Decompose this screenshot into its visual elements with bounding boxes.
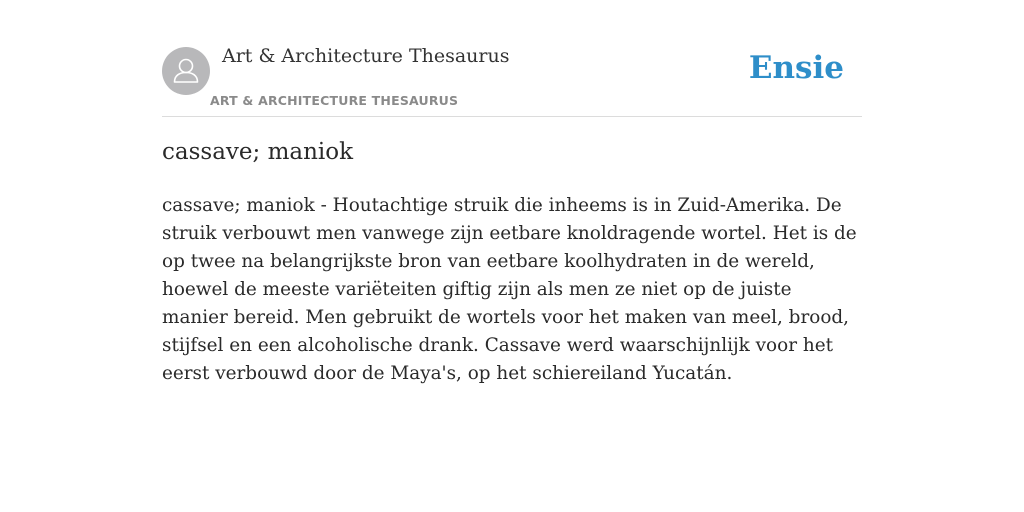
source-header bbox=[162, 40, 862, 117]
entry-term: cassave; maniok bbox=[162, 139, 354, 165]
ensie-logo[interactable]: Ensie bbox=[748, 50, 844, 86]
source-avatar[interactable] bbox=[162, 47, 210, 95]
entry-definition: cassave; maniok - Houtachtige struik die inheems is in Zuid-Amerika. De struik verbouwt men vanwege zijn eetbare knoldragende wortel. Het is de op twee na belangrijkste bron van eetbare koolhydraten in de wereld, hoewel de meeste variëteiten giftig zijn als men ze niet op de juiste manier bereid. Men gebruikt de wortels voor het maken van meel, brood, stijfsel en een alcoholische drank. Cassave werd waarschijnlijk voor het eerst verbouwd door de Maya's, op het schiereiland Yucatán. bbox=[162, 195, 857, 384]
source-title[interactable]: Art & Architecture Thesaurus bbox=[222, 45, 510, 67]
source-subtitle: ART & ARCHITECTURE THESAURUS bbox=[210, 93, 459, 108]
user-silhouette-icon bbox=[162, 47, 210, 95]
